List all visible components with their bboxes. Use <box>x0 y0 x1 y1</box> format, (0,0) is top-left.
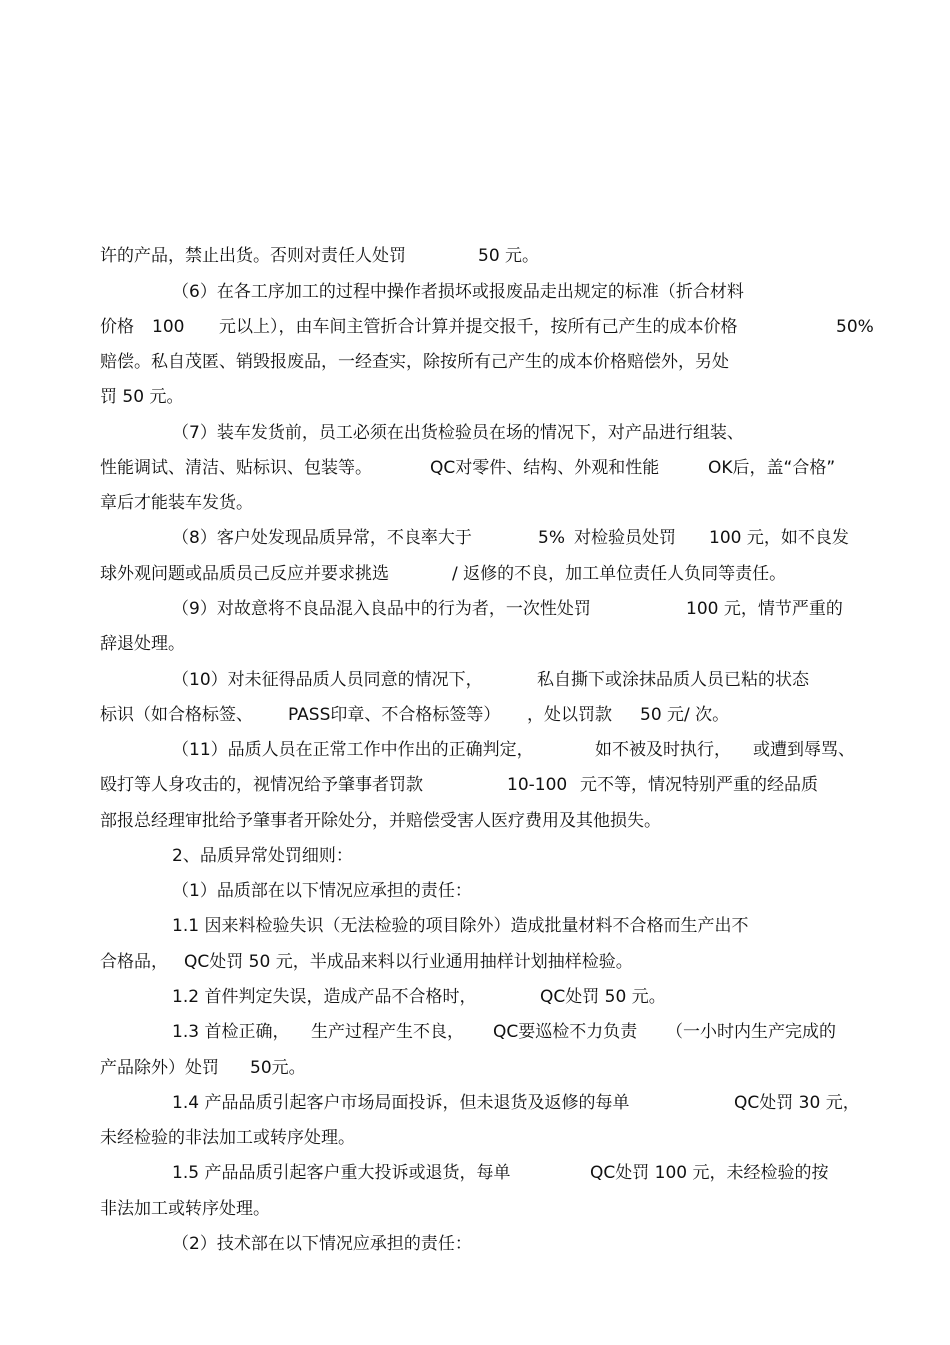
text-line <box>0 629 950 659</box>
text-segment: 产品除外）处罚 <box>100 1058 219 1078</box>
text-segment: 性能调试、清洁、贴标识、包装等。 <box>100 458 372 478</box>
text-line <box>0 1053 950 1083</box>
text-line <box>0 1088 950 1118</box>
text-segment: 1.2 首件判定失误，造成产品不合格时， <box>172 987 477 1007</box>
text-line <box>0 559 950 589</box>
text-line <box>0 665 950 695</box>
text-segment: 50 元。 <box>478 246 540 266</box>
text-line <box>0 1158 950 1188</box>
text-line <box>0 1017 950 1047</box>
text-line <box>0 241 950 271</box>
text-segment: 1.4 产品品质引起客户市场局面投诉，但未退货及返修的每单 <box>172 1093 630 1113</box>
text-segment: 标识（如合格标签、 <box>100 705 253 725</box>
text-segment: 2、品质异常处罚细则： <box>172 846 353 866</box>
text-segment: 未经检验的非法加工或转序处理。 <box>100 1128 355 1148</box>
text-line <box>0 1229 950 1259</box>
text-segment: QC处罚 100 元，未经检验的按 <box>590 1163 829 1183</box>
text-segment: （8）客户处发现品质异常，不良率大于 <box>172 528 472 548</box>
text-segment: 5% <box>538 528 565 548</box>
text-line <box>0 523 950 553</box>
text-segment: OK后，盖“合格” <box>708 458 836 478</box>
text-line <box>0 735 950 765</box>
text-line <box>0 841 950 871</box>
text-line <box>0 488 950 518</box>
text-line <box>0 700 950 730</box>
text-segment: QC要巡检不力负责 <box>493 1022 638 1042</box>
text-segment: （9）对故意将不良品混入良品中的行为者，一次性处罚 <box>172 599 591 619</box>
text-segment: 许的产品，禁止出货。否则对责任人处罚 <box>100 246 406 266</box>
text-line <box>0 770 950 800</box>
text-line <box>0 382 950 412</box>
text-line <box>0 982 950 1012</box>
text-segment: 章后才能装车发货。 <box>100 493 253 513</box>
text-segment: 如不被及时执行， <box>595 740 731 760</box>
text-segment: 100 元，情节严重的 <box>686 599 843 619</box>
text-line <box>0 312 950 342</box>
text-segment: 对检验员处罚 <box>574 528 676 548</box>
text-segment: 元以上），由车间主管折合计算并提交报千，按所有己产生的成本价格 <box>219 317 738 337</box>
text-segment: （1）品质部在以下情况应承担的责任： <box>172 881 472 901</box>
text-segment: QC处罚 50 元，半成品来料以行业通用抽样计划抽样检验。 <box>184 952 633 972</box>
text-segment: 50% <box>836 317 874 337</box>
text-segment: 50元。 <box>250 1058 306 1078</box>
text-segment: 非法加工或转序处理。 <box>100 1199 270 1219</box>
text-line <box>0 347 950 377</box>
text-segment: 100 元，如不良发 <box>709 528 849 548</box>
text-line <box>0 1123 950 1153</box>
text-segment: ，处以罚款 <box>527 705 612 725</box>
text-segment: （一小时内生产完成的 <box>666 1022 836 1042</box>
text-segment: 1.1 因来料检验失识（无法检验的项目除外）造成批量材料不合格而生产出不 <box>172 916 749 936</box>
text-segment: QC处罚 50 元。 <box>540 987 666 1007</box>
text-segment: （10）对未征得品质人员同意的情况下， <box>172 670 483 690</box>
text-line <box>0 277 950 307</box>
text-segment: QC对零件、结构、外观和性能 <box>430 458 660 478</box>
text-segment: 1.5 产品品质引起客户重大投诉或退货，每单 <box>172 1163 511 1183</box>
text-segment: 100 <box>152 317 185 337</box>
text-segment: 或遭到辱骂、 <box>753 740 855 760</box>
text-segment: （6）在各工序加工的过程中操作者损坏或报废品走出规定的标准（折合材料 <box>172 282 744 302</box>
text-line <box>0 418 950 448</box>
text-segment: 价格 <box>100 317 134 337</box>
text-segment: 殴打等人身攻击的，视情况给予肇事者罚款 <box>100 775 423 795</box>
text-segment: QC处罚 30 元， <box>734 1093 860 1113</box>
text-segment: 生产过程产生不良， <box>311 1022 464 1042</box>
text-segment: （7）装车发货前，员工必须在出货检验员在场的情况下，对产品进行组装、 <box>172 423 744 443</box>
text-segment: （2）技术部在以下情况应承担的责任： <box>172 1234 472 1254</box>
text-segment: 部报总经理审批给予肇事者开除处分，并赔偿受害人医疗费用及其他损失。 <box>100 811 661 831</box>
text-segment: 私自撕下或涂抹品质人员已粘的状态 <box>537 670 809 690</box>
text-segment: 元不等，情况特别严重的经品质 <box>580 775 818 795</box>
text-line <box>0 911 950 941</box>
text-line <box>0 594 950 624</box>
text-line <box>0 1194 950 1224</box>
text-segment: （11）品质人员在正常工作中作出的正确判定， <box>172 740 534 760</box>
text-segment: 辞退处理。 <box>100 634 185 654</box>
text-line <box>0 806 950 836</box>
text-segment: 罚 50 元。 <box>100 387 184 407</box>
text-segment: 1.3 首检正确， <box>172 1022 290 1042</box>
text-segment: 10-100 <box>507 775 568 795</box>
text-segment: / 返修的不良，加工单位责任人负同等责任。 <box>452 564 787 584</box>
text-line <box>0 876 950 906</box>
text-line <box>0 947 950 977</box>
text-segment: 球外观问题或品质员己反应并要求挑选 <box>100 564 389 584</box>
text-segment: 50 元/ 次。 <box>640 705 730 725</box>
text-segment: 赔偿。私自茂匿、销毁报废品，一经查实，除按所有己产生的成本价格赔偿外，另处 <box>100 352 729 372</box>
text-segment: PASS印章、不合格标签等） <box>288 705 501 725</box>
text-line <box>0 453 950 483</box>
text-segment: 合格品， <box>100 952 168 972</box>
